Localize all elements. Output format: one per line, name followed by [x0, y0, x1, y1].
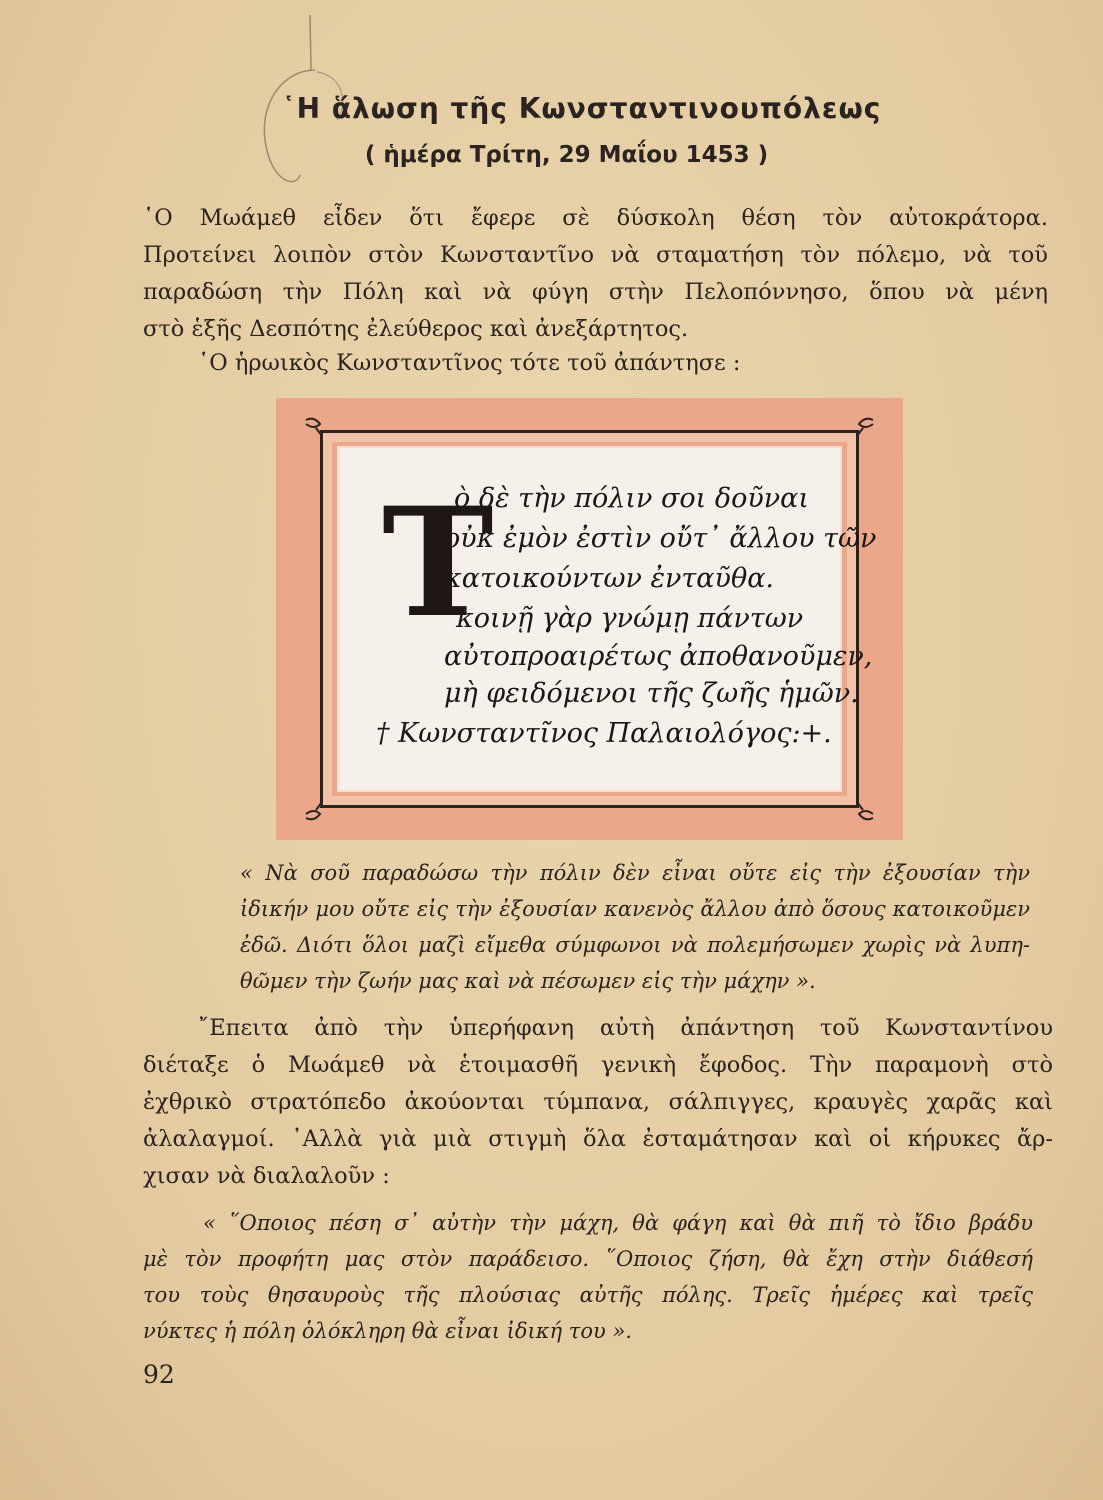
quote-line: του τοὺς θησαυροὺς τῆς πλούσιας αὐτῆς πόλης. Τρεῖς ἡμέρες καὶ τρεῖς	[143, 1283, 1033, 1307]
manuscript-line: μὴ φειδόμενοι τῆς ζωῆς ἡμῶν.	[444, 678, 859, 709]
quote-line: « Νὰ σοῦ παραδώσω τὴν πόλιν δὲν εἶναι οὔτε εἰς τὴν ἐξουσίαν τὴν	[240, 861, 1030, 885]
quote-line: μὲ τὸν προφήτη μας στὸν παράδεισο. ῞Οποιος ζήση, θὰ ἔχη στὴν διάθεσή	[143, 1247, 1033, 1271]
paragraph-response-intro	[143, 345, 1048, 382]
manuscript-line: κατοικούντων ἐνταῦθα.	[444, 563, 775, 594]
quote-line: θῶμεν τὴν ζωήν μας καὶ νὰ πέσωμεν εἰς τὴν μάχην ».	[240, 969, 816, 993]
quote-heralds	[143, 1205, 1033, 1349]
text-line: διέταξε ὁ Μωάμεθ νὰ ἑτοιμασθῆ γενικὴ ἔφοδος. Τὴν παραμονὴ στὸ	[143, 1052, 1053, 1078]
paragraph-intro	[143, 200, 1048, 348]
text-line: παραδώση τὴν Πόλη καὶ νὰ φύγη στὴν Πελοπόννησο, ὅπου νὰ μένη	[143, 279, 1048, 305]
page-number: 92	[143, 1360, 175, 1389]
manuscript-dropcap: Τ	[382, 475, 494, 651]
quote-translation	[240, 855, 1030, 999]
page-title: ῾Η ἅλωση τῆς Κωνσταντινουπόλεως	[281, 92, 882, 125]
text-line: ἀλαλαγμοί. ᾿Αλλὰ γιὰ μιὰ στιγμὴ ὅλα ἐσταμάτησαν καὶ οἱ κήρυκες ἄρ-	[143, 1126, 1053, 1152]
text-line: ἐχθρικὸ στρατόπεδο ἀκούονται τύμπανα, σάλπιγγες, κραυγὲς χαρᾶς καὶ	[143, 1089, 1053, 1115]
manuscript-line: αὐτοπροαιρέτως ἀποθανοῦμεν,	[444, 641, 873, 672]
manuscript-line: οὐκ ἐμὸν ἐστὶν οὔτ᾽ ἄλλου τῶν	[444, 523, 877, 554]
manuscript-plate	[276, 398, 903, 840]
text-line: ῾Ο Μωάμεθ εἶδεν ὅτι ἔφερε σὲ δύσκολη θέση τὸν αὐτοκράτορα.	[143, 205, 1048, 231]
text-line: ῎Επειτα ἀπὸ τὴν ὑπερήφανη αὐτὴ ἀπάντηση τοῦ Κωνσταντίνου	[198, 1015, 1053, 1041]
text-line: στὸ ἑξῆς Δεσπότης ἐλεύθερος καὶ ἀνεξάρτητος.	[143, 316, 689, 342]
text-line: Προτείνει λοιπὸν στὸν Κωνσταντῖνο νὰ σταματήση τὸν πόλεμο, νὰ τοῦ	[143, 242, 1048, 268]
manuscript-signature: † Κωνσταντῖνος Παλαιολόγος:+.	[376, 718, 832, 749]
quote-line: « ῞Οποιος πέση σ᾽ αὐτὴν τὴν μάχη, θὰ φάγη καὶ θὰ πιῆ τὸ ἴδιο βράδυ	[203, 1211, 1033, 1235]
page-subtitle: ( ἡμέρα Τρίτη, 29 Μαΐου 1453 )	[364, 142, 769, 168]
paragraph-assault	[143, 1010, 1053, 1195]
manuscript-line: ὸ δὲ τὴν πόλιν σοι δοῦναι	[454, 483, 809, 514]
manuscript-line: κοινῇ γὰρ γνώμῃ πάντων	[456, 603, 804, 634]
text-line: ῾Ο ἡρωικὸς Κωνσταντῖνος τότε τοῦ ἀπάντησε :	[198, 350, 741, 376]
quote-line: ἐδῶ. Διότι ὅλοι μαζὶ εἴμεθα σύμφωνοι νὰ πολεμήσωμεν χωρὶς νὰ λυπη-	[240, 933, 1030, 957]
text-line: χισαν νὰ διαλαλοῦν :	[143, 1163, 390, 1189]
quote-line: ἰδικήν μου οὔτε εἰς τὴν ἐξουσίαν κανενὸς ἄλλου ἀπὸ ὅσους κατοικοῦμεν	[240, 897, 1030, 921]
quote-line: νύκτες ἡ πόλη ὁλόκληρη θὰ εἶναι ἰδική του ».	[143, 1319, 632, 1343]
